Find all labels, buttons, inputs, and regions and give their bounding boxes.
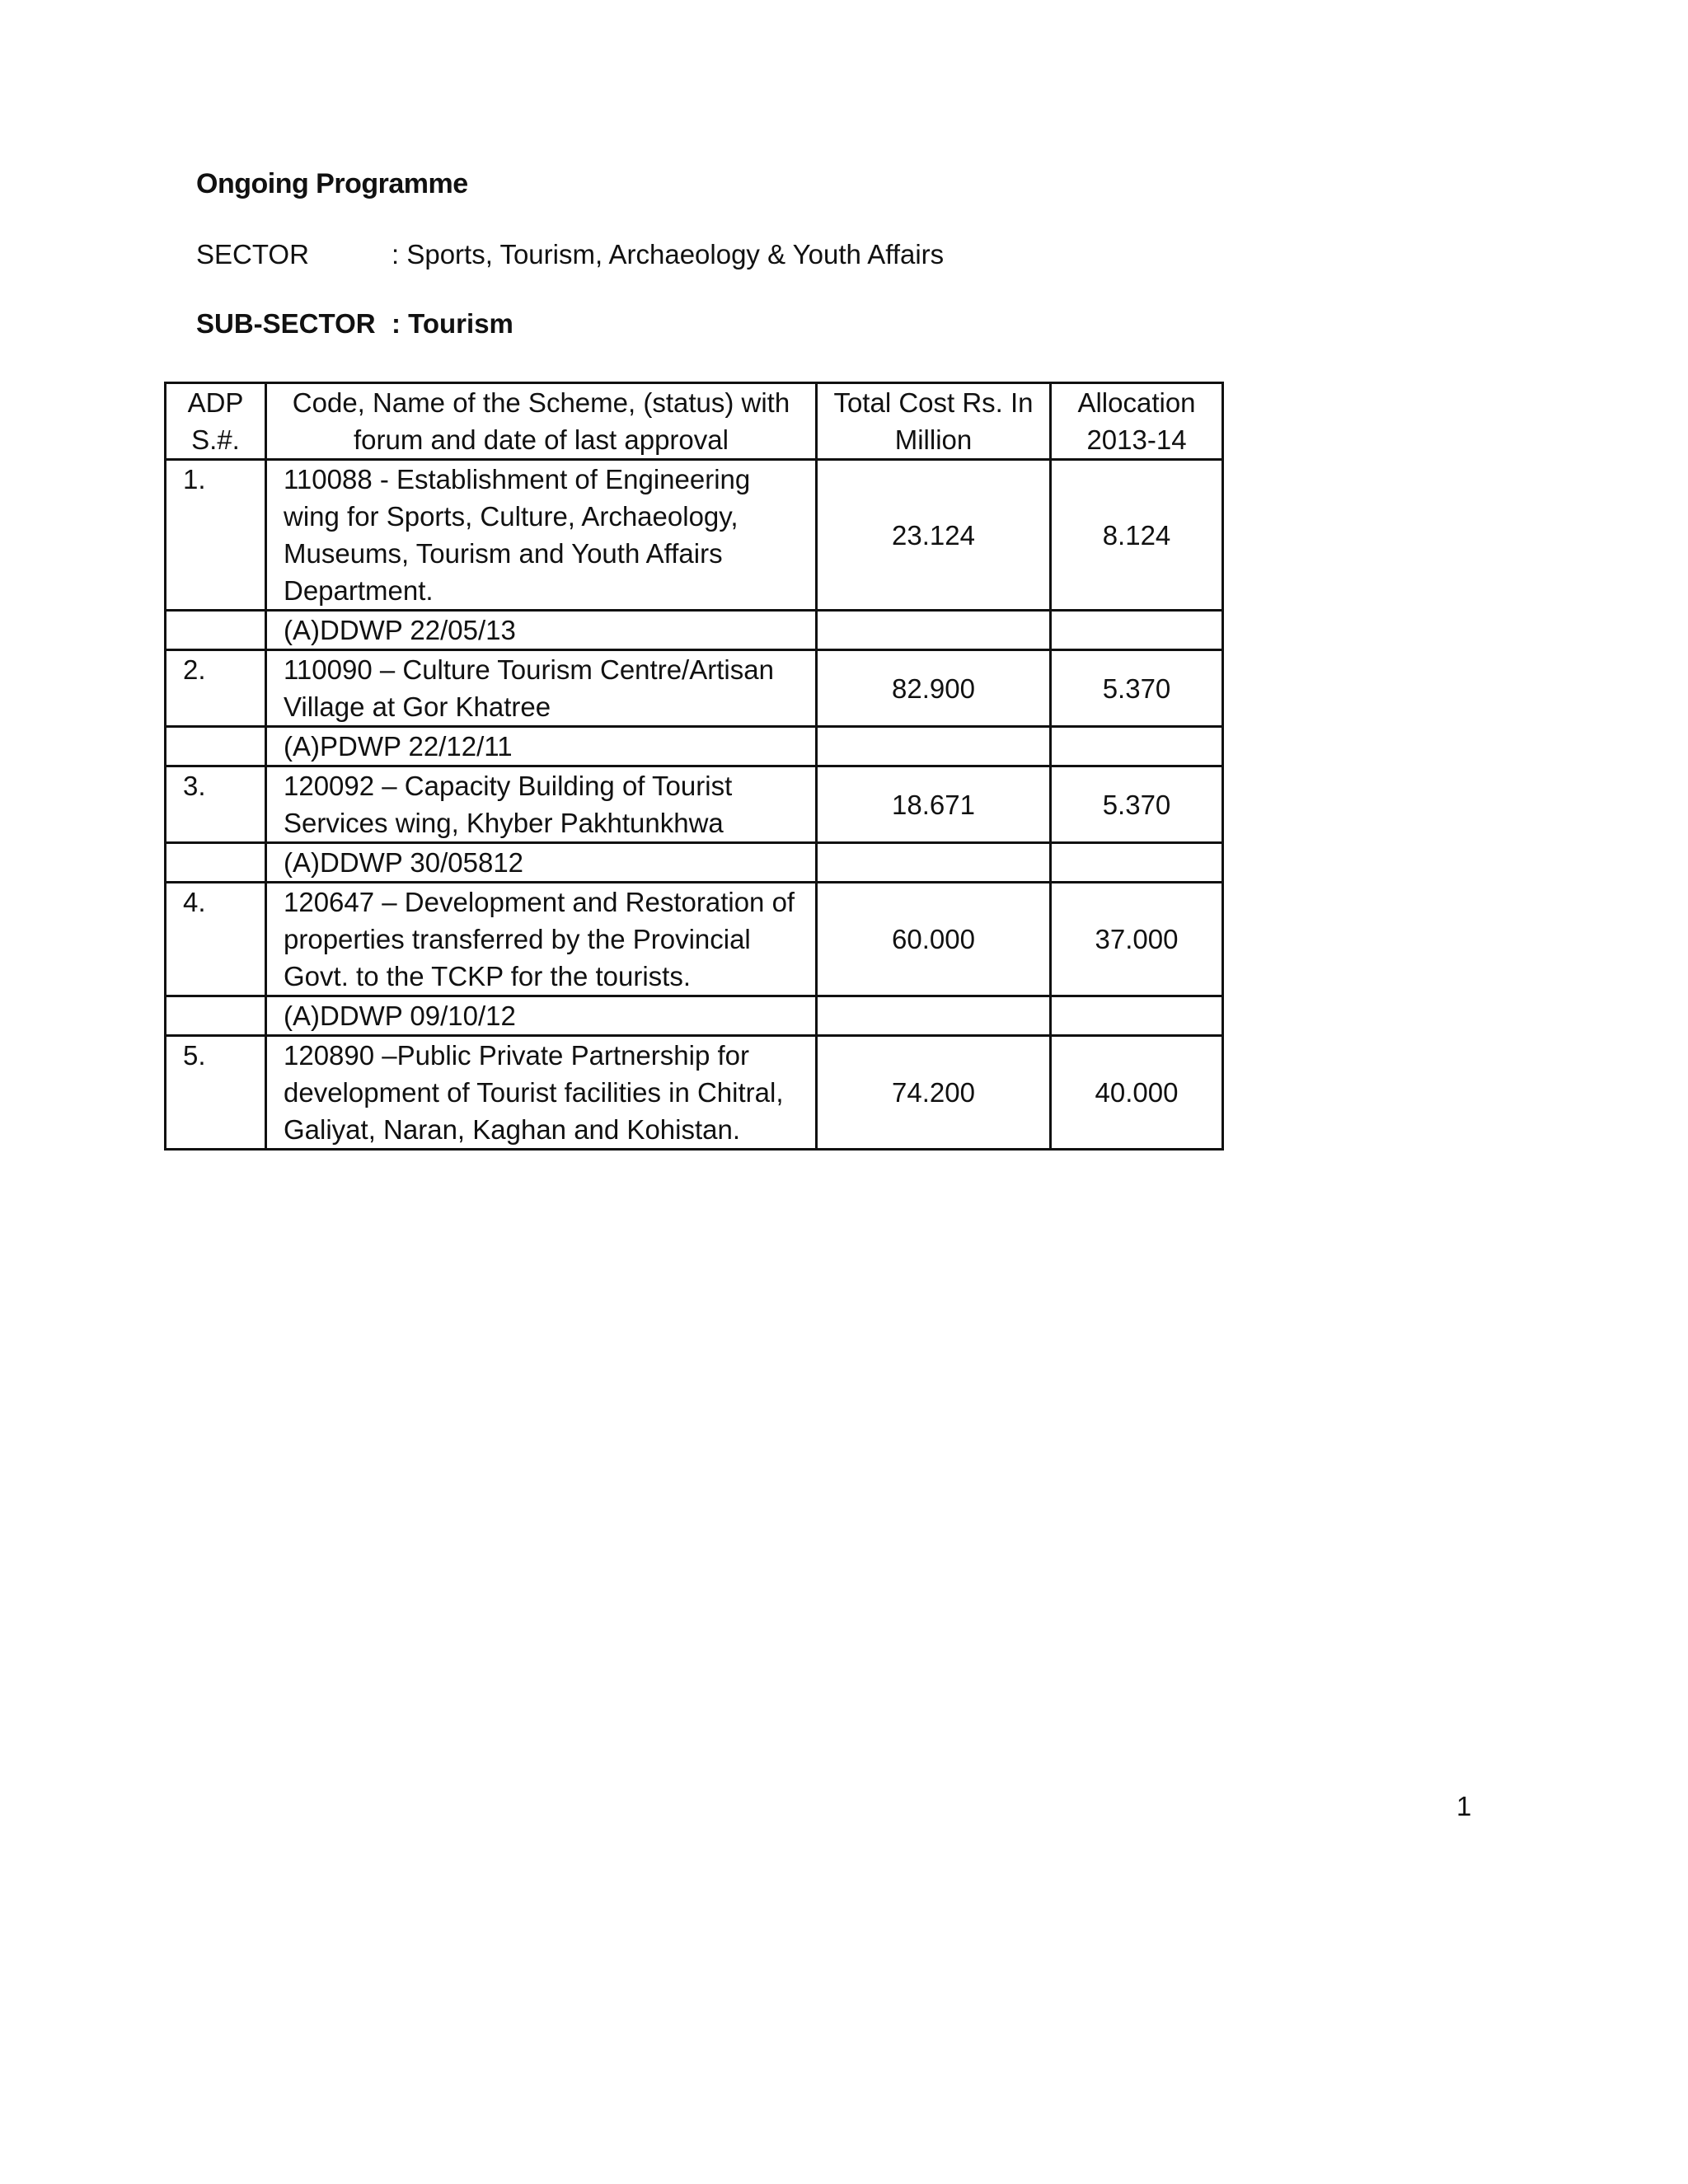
header-sn-line2: S.#.: [191, 424, 240, 455]
header-sn-line1: ADP: [187, 387, 244, 418]
cell-allocation: 8.124: [1051, 460, 1223, 611]
table-row: [166, 460, 1223, 611]
header-total-cost: [817, 383, 1051, 460]
cell-total-cost: 18.671: [817, 766, 1051, 843]
table-row-status: [166, 727, 1223, 766]
cell-status: (A)DDWP 30/05812: [266, 843, 817, 883]
header-alloc-line1: Allocation: [1077, 387, 1196, 418]
subsector-value: : Tourism: [392, 308, 513, 339]
cell-empty: [817, 611, 1051, 650]
cell-scheme: 110088 - Establishment of Engineering wing for Sports, Culture, Archaeology, Museums, Tourism and Youth Affairs Department.: [266, 460, 817, 611]
table-header-row: [166, 383, 1223, 460]
cell-total-cost: 82.900: [817, 650, 1051, 727]
cell-empty: [166, 727, 266, 766]
cell-total-cost: 74.200: [817, 1036, 1051, 1150]
cell-empty: [817, 843, 1051, 883]
cell-allocation: 37.000: [1051, 883, 1223, 996]
cell-scheme: 120890 –Public Private Partnership for development of Tourist facilities in Chitral, Galiyat, Naran, Kaghan and Kohistan.: [266, 1036, 817, 1150]
cell-allocation: 5.370: [1051, 766, 1223, 843]
cell-empty: [817, 996, 1051, 1036]
cell-total-cost: 60.000: [817, 883, 1051, 996]
sector-label: SECTOR: [196, 239, 309, 269]
header-scheme: [266, 383, 817, 460]
table-row-status: [166, 611, 1223, 650]
cell-empty: [166, 996, 266, 1036]
cell-empty: [817, 727, 1051, 766]
table-row: [166, 650, 1223, 727]
cell-sn: 1.: [166, 460, 266, 611]
page-number: 1: [1456, 1791, 1472, 1821]
cell-empty: [1051, 843, 1223, 883]
cell-allocation: 40.000: [1051, 1036, 1223, 1150]
page-heading: Ongoing Programme: [196, 168, 468, 199]
cell-empty: [166, 843, 266, 883]
cell-status: (A)DDWP 09/10/12: [266, 996, 817, 1036]
cell-status: (A)PDWP 22/12/11: [266, 727, 817, 766]
header-alloc-line2: 2013-14: [1086, 424, 1187, 455]
table-row-status: [166, 843, 1223, 883]
sector-line: [196, 239, 944, 270]
cell-empty: [166, 611, 266, 650]
header-cost-line2: Million: [894, 424, 973, 455]
header-allocation: [1051, 383, 1223, 460]
subsector-line: [196, 308, 513, 340]
cell-scheme: 110090 – Culture Tourism Centre/Artisan Village at Gor Khatree: [266, 650, 817, 727]
cell-sn: 5.: [166, 1036, 266, 1150]
cell-empty: [1051, 996, 1223, 1036]
header-cost-line1: Total Cost Rs. In: [833, 387, 1034, 418]
sector-value: : Sports, Tourism, Archaeology & Youth Affairs: [392, 239, 945, 269]
subsector-label: SUB-SECTOR: [196, 308, 376, 339]
cell-empty: [1051, 611, 1223, 650]
header-sn: [166, 383, 266, 460]
table-row: [166, 766, 1223, 843]
header-scheme-line2: forum and date of last approval: [354, 424, 729, 455]
cell-scheme: 120647 – Development and Restoration of properties transferred by the Provincial Govt. to the TCKP for the tourists.: [266, 883, 817, 996]
table-row: [166, 1036, 1223, 1150]
table-row-status: [166, 996, 1223, 1036]
cell-empty: [1051, 727, 1223, 766]
cell-sn: 3.: [166, 766, 266, 843]
cell-allocation: 5.370: [1051, 650, 1223, 727]
cell-sn: 4.: [166, 883, 266, 996]
cell-sn: 2.: [166, 650, 266, 727]
table-row: [166, 883, 1223, 996]
cell-total-cost: 23.124: [817, 460, 1051, 611]
header-scheme-line1: Code, Name of the Scheme, (status) with: [292, 387, 790, 418]
cell-status: (A)DDWP 22/05/13: [266, 611, 817, 650]
scheme-table: [164, 382, 1224, 1151]
cell-scheme: 120092 – Capacity Building of Tourist Services wing, Khyber Pakhtunkhwa: [266, 766, 817, 843]
